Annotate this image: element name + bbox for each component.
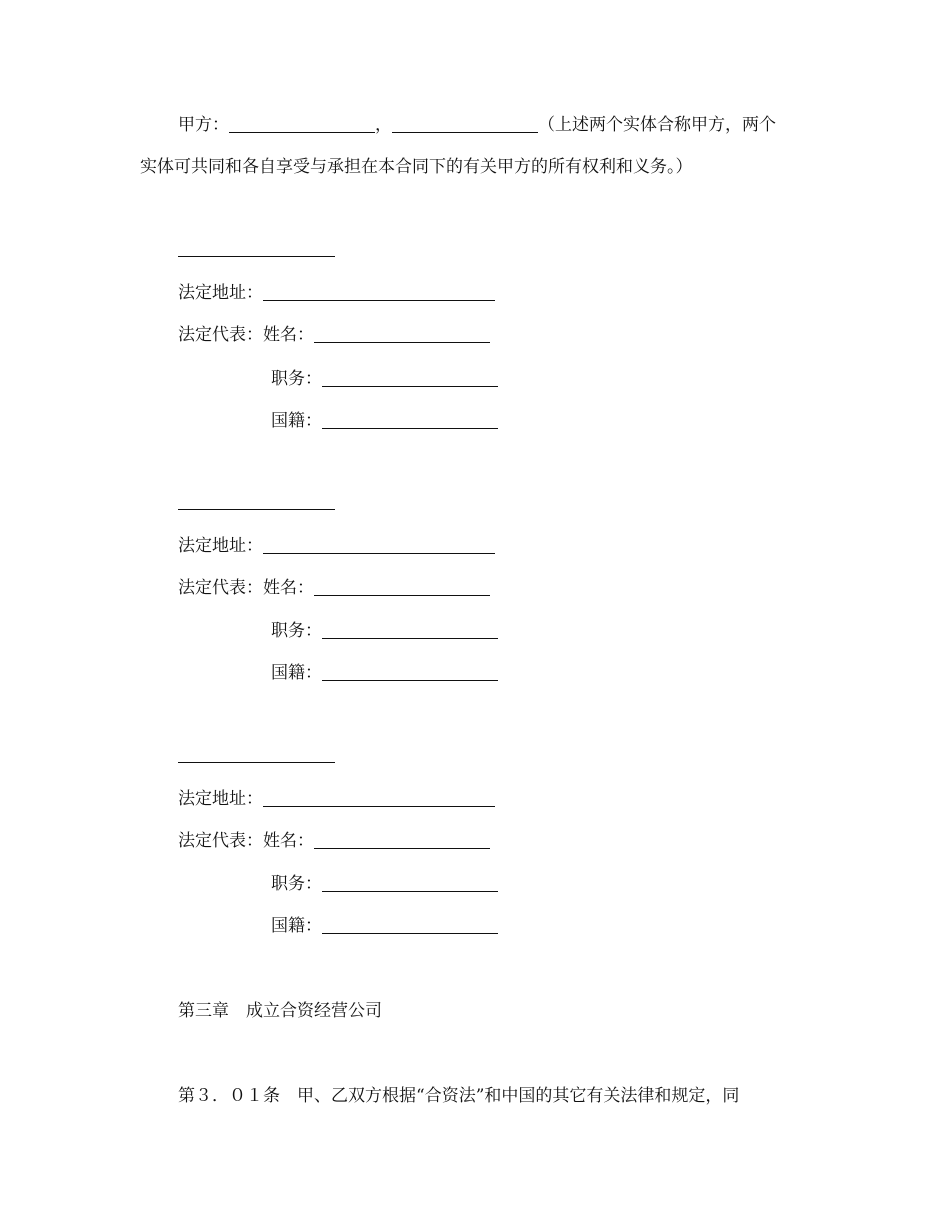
entity-2-rep-line [178, 577, 490, 599]
entity-2-address-line [178, 535, 495, 557]
entity-1-title-line [271, 368, 498, 390]
rep-label: 法定代表： [178, 325, 263, 345]
address-blank[interactable] [263, 790, 495, 807]
article-3-01-text: 第３．０１条 甲、乙双方根据“合资法”和中国的其它有关法律和规定，同 [178, 1086, 740, 1106]
entity-2-name-blank[interactable] [178, 509, 335, 510]
entity-3-title-line [271, 873, 498, 895]
rep-label: 法定代表： [178, 578, 263, 598]
party-a-label: 甲方： [178, 115, 229, 135]
address-blank[interactable] [263, 284, 495, 301]
rep-title-label: 职务： [271, 874, 322, 894]
rep-nationality-blank[interactable] [322, 917, 498, 934]
entity-3-address-line [178, 788, 495, 810]
entity-3-rep-line [178, 830, 490, 852]
entity-1-rep-line [178, 324, 490, 346]
address-label: 法定地址： [178, 283, 263, 303]
rep-name-blank[interactable] [314, 326, 490, 343]
rep-name-label: 姓名： [263, 831, 314, 851]
rep-title-blank[interactable] [322, 622, 498, 639]
rep-nationality-blank[interactable] [322, 664, 498, 681]
rep-name-blank[interactable] [314, 832, 490, 849]
party-a-note-part2: 实体可共同和各自享受与承担在本合同下的有关甲方的所有权利和义务。） [140, 157, 693, 177]
rep-nationality-label: 国籍： [271, 411, 322, 431]
rep-label: 法定代表： [178, 831, 263, 851]
rep-nationality-label: 国籍： [271, 663, 322, 683]
rep-title-blank[interactable] [322, 370, 498, 387]
party-a-entity1-blank[interactable] [229, 116, 375, 133]
rep-title-blank[interactable] [322, 875, 498, 892]
address-label: 法定地址： [178, 789, 263, 809]
entity-1-address-line [178, 282, 495, 304]
entity-3-name-blank[interactable] [178, 762, 335, 763]
rep-nationality-blank[interactable] [322, 412, 498, 429]
rep-name-label: 姓名： [263, 578, 314, 598]
entity-2-nationality-line [271, 662, 498, 684]
rep-name-label: 姓名： [263, 325, 314, 345]
rep-name-blank[interactable] [314, 579, 490, 596]
address-label: 法定地址： [178, 536, 263, 556]
party-a-entity2-blank[interactable] [392, 116, 538, 133]
entity-1-nationality-line [271, 410, 498, 432]
entity-2-title-line [271, 620, 498, 642]
party-a-line [178, 114, 776, 136]
entity-1-name-blank[interactable] [178, 256, 335, 257]
rep-title-label: 职务： [271, 621, 322, 641]
entity-3-nationality-line [271, 915, 498, 937]
rep-title-label: 职务： [271, 369, 322, 389]
rep-nationality-label: 国籍： [271, 916, 322, 936]
party-a-note-part1: （上述两个实体合称甲方，两个 [538, 115, 776, 135]
chapter-heading: 第三章 成立合资经营公司 [178, 1001, 382, 1021]
address-blank[interactable] [263, 537, 495, 554]
party-a-comma: ， [375, 115, 392, 135]
